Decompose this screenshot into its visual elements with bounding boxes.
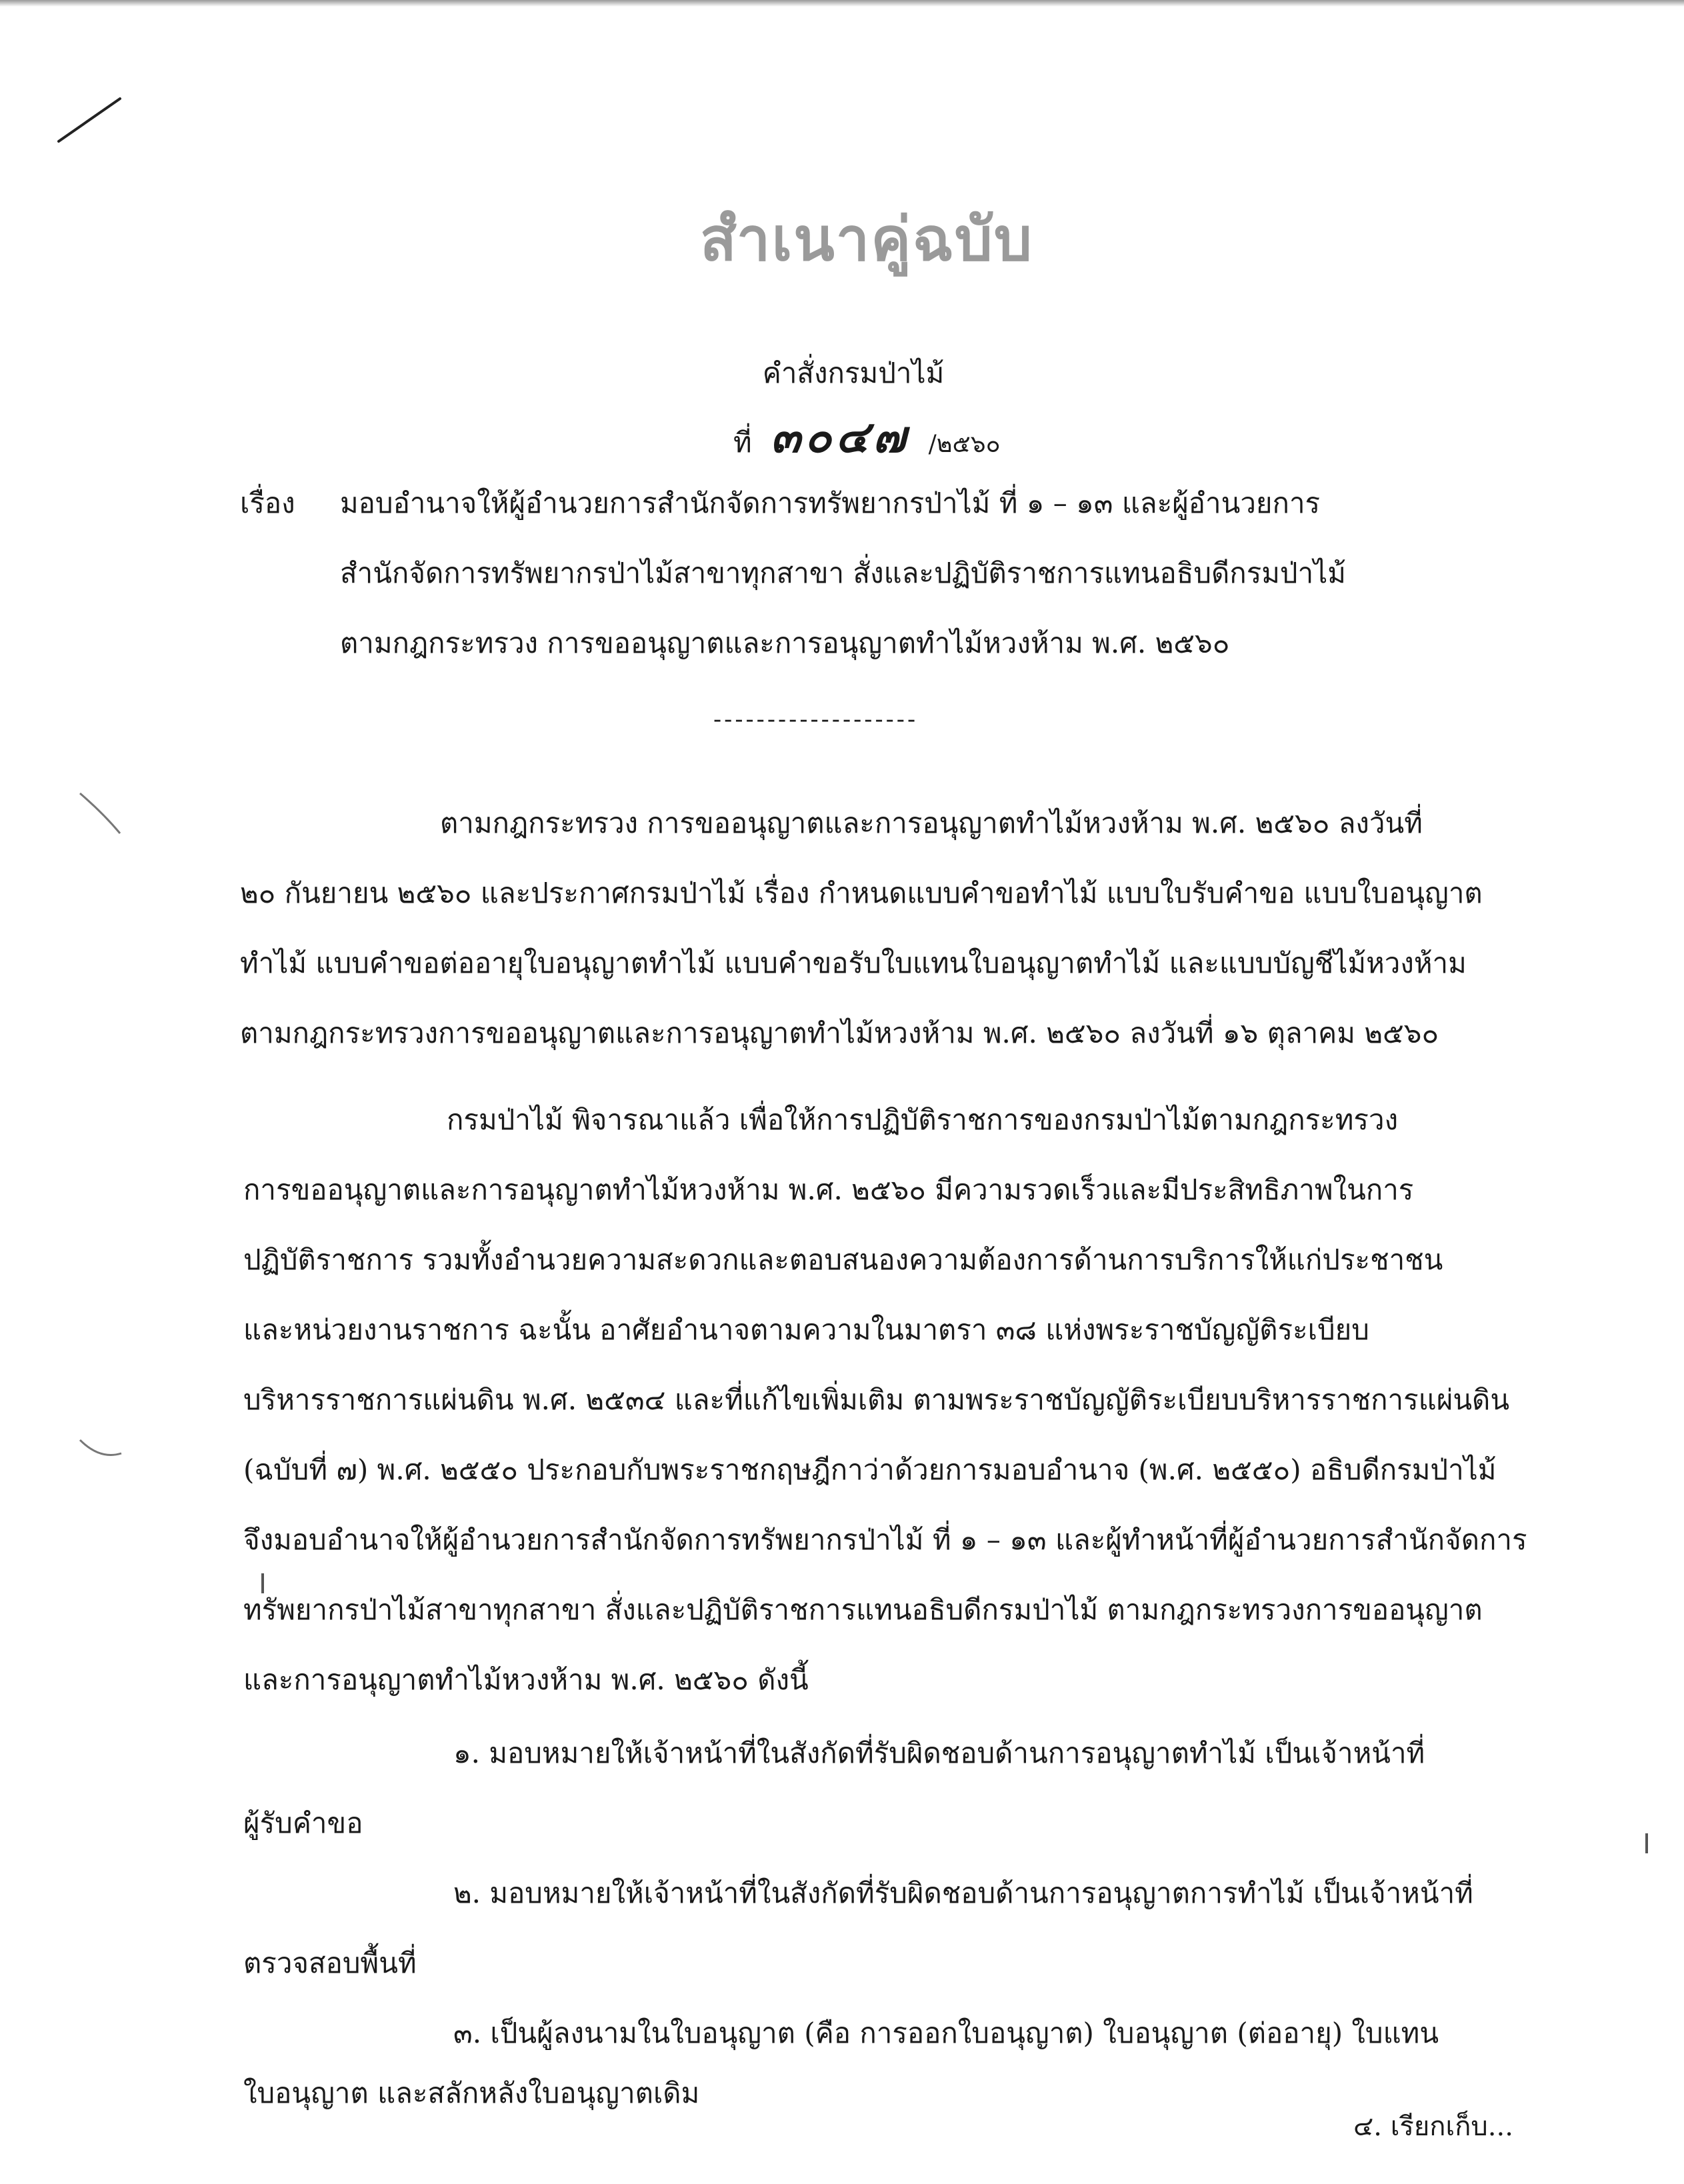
body-paragraph-2-line: การขออนุญาตและการอนุญาตทำไม้หวงห้าม พ.ศ. ๒๕๖๐ มีความรวดเร็วและมีประสิทธิภาพในการ (243, 1173, 1414, 1206)
body-paragraph-1-line: ตามกฎกระทรวง การขออนุญาตและการอนุญาตทำไม้หวงห้าม พ.ศ. ๒๕๖๐ ลงวันที่ (440, 807, 1423, 839)
order-title: คำสั่งกรมป่าไม้ (762, 357, 945, 389)
body-paragraph-1-line: ทำไม้ แบบคำขอต่ออายุใบอนุญาตทำไม้ แบบคำขอรับใบแทนใบอนุญาตทำไม้ และแบบบัญชีไม้หวงห้าม (240, 947, 1467, 979)
pen-stroke-mark (53, 93, 127, 147)
copy-stamp: สำเนาคู่ฉบับ (699, 205, 1034, 275)
order-year: /๒๕๖๐ (928, 431, 1001, 458)
order-number-prefix: ที่ (733, 426, 752, 459)
body-paragraph-1-line: ตามกฎกระทรวงการขออนุญาตและการอนุญาตทำไม้หวงห้าม พ.ศ. ๒๕๖๐ ลงวันที่ ๑๖ ตุลาคม ๒๕๖๐ (240, 1017, 1439, 1049)
subject-line: ตามกฎกระทรวง การขออนุญาตและการอนุญาตทำไม้หวงห้าม พ.ศ. ๒๕๖๐ (340, 627, 1230, 659)
subject-line: สำนักจัดการทรัพยากรป่าไม้สาขาทุกสาขา สั่งและปฏิบัติราชการแทนอธิบดีกรมป่าไม้ (340, 557, 1346, 589)
body-paragraph-2-line: กรมป่าไม้ พิจารณาแล้ว เพื่อให้การปฏิบัติราชการของกรมป่าไม้ตามกฎกระทรวง (447, 1103, 1399, 1136)
body-paragraph-2-line: บริหารราชการแผ่นดิน พ.ศ. ๒๕๓๔ และที่แก้ไขเพิ่มเติม ตามพระราชบัญญัติระเบียบบริหารราชการแผ่นดิน (243, 1383, 1510, 1416)
body-paragraph-2-line: (ฉบับที่ ๗) พ.ศ. ๒๕๕๐ ประกอบกับพระราชกฤษฎีกาว่าด้วยการมอบอำนาจ (พ.ศ. ๒๕๕๐) อธิบดีกรมป่าไม้ (243, 1453, 1497, 1486)
body-paragraph-2-line: ทรัพยากรป่าไม้สาขาทุกสาขา สั่งและปฏิบัติราชการแทนอธิบดีกรมป่าไม้ ตามกฎกระทรวงการขออนุญาต (243, 1593, 1483, 1626)
subject-label: เรื่อง (240, 487, 295, 519)
body-paragraph-2-line: ปฏิบัติราชการ รวมทั้งอำนวยความสะดวกและตอบสนองความต้องการด้านการบริการให้แก่ประชาชน (243, 1243, 1443, 1276)
scan-top-edge (0, 0, 1684, 7)
item-3-line-2: ใบอนุญาต และสลักหลังใบอนุญาตเดิม (243, 2077, 700, 2109)
subject-line: มอบอำนาจให้ผู้อำนวยการสำนักจัดการทรัพยากรป่าไม้ ที่ ๑ – ๑๓ และผู้อำนวยการ (340, 487, 1321, 519)
order-number: ๓๐๔๗ (770, 411, 910, 463)
body-paragraph-2-line: และหน่วยงานราชการ ฉะนั้น อาศัยอำนาจตามความในมาตรา ๓๘ แห่งพระราชบัญญัติระเบียบ (243, 1313, 1369, 1346)
body-paragraph-2-line: จึงมอบอำนาจให้ผู้อำนวยการสำนักจัดการทรัพยากรป่าไม้ ที่ ๑ – ๑๓ และผู้ทำหน้าที่ผู้อำนวยการสำนักจัดการ (243, 1523, 1527, 1556)
punch-hole-arc-upper (73, 787, 127, 840)
order-number-line (733, 407, 1107, 475)
punch-hole-arc-lower (73, 1427, 127, 1480)
separator-line: ------------------- (713, 706, 919, 733)
item-1-line-1: ๑. มอบหมายให้เจ้าหน้าที่ในสังกัดที่รับผิดชอบด้านการอนุญาตทำไม้ เป็นเจ้าหน้าที่ (453, 1737, 1425, 1769)
item-2-line-1: ๒. มอบหมายให้เจ้าหน้าที่ในสังกัดที่รับผิดชอบด้านการอนุญาตการทำไม้ เป็นเจ้าหน้าที่ (453, 1877, 1473, 1909)
body-paragraph-1-line: ๒๐ กันยายน ๒๕๖๐ และประกาศกรมป่าไม้ เรื่อง กำหนดแบบคำขอทำไม้ แบบใบรับคำขอ แบบใบอนุญาต (240, 877, 1483, 909)
scan-tick-mark (1645, 1833, 1648, 1853)
body-paragraph-2-line: และการอนุญาตทำไม้หวงห้าม พ.ศ. ๒๕๖๐ ดังนี้ (243, 1663, 809, 1696)
item-1-line-2: ผู้รับคำขอ (243, 1807, 363, 1839)
continuation-note: ๔. เรียกเก็บ... (1353, 2111, 1513, 2142)
item-3-line-1: ๓. เป็นผู้ลงนามในใบอนุญาต (คือ การออกใบอนุญาต) ใบอนุญาต (ต่ออายุ) ใบแทน (453, 2017, 1439, 2049)
item-2-line-2: ตรวจสอบพื้นที่ (243, 1947, 417, 1979)
